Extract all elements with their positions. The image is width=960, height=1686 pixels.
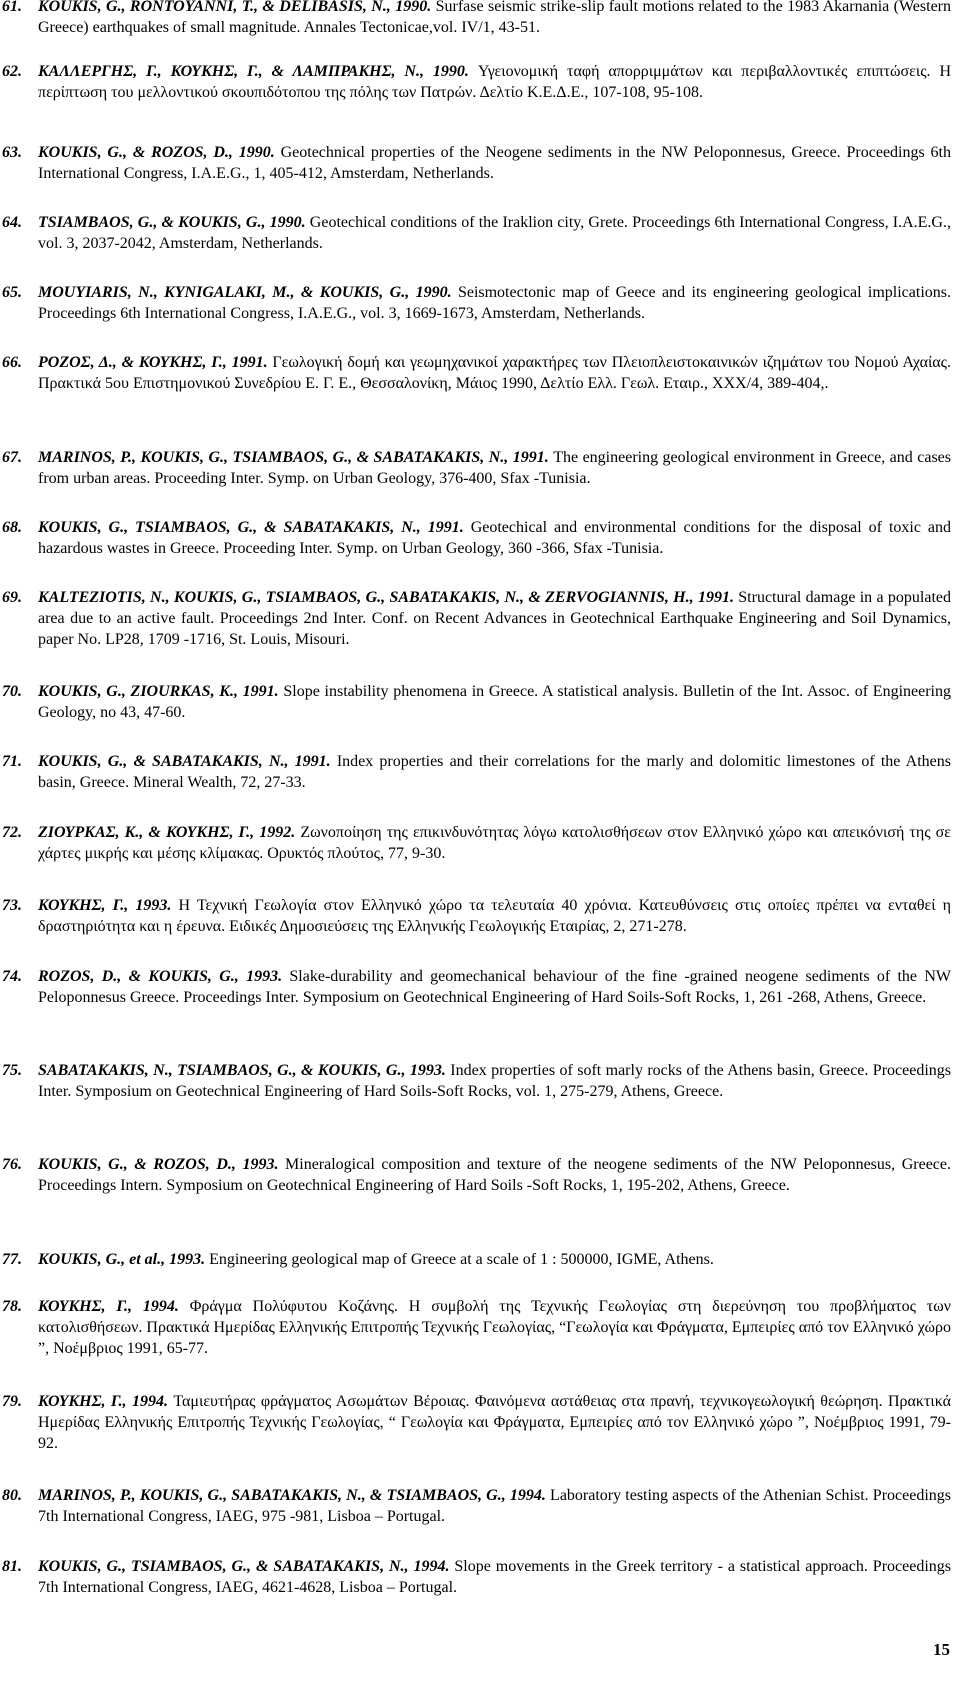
reference-body (38, 61, 951, 103)
reference-body (38, 352, 951, 394)
reference-authors: KOUKIS, G., TSIAMBAOS, G., & SABATAKAKIS, N., 1991. (38, 519, 471, 536)
reference-number: 65. (2, 284, 22, 301)
reference-authors: ΚΟΥΚΗΣ, Γ., 1994. (38, 1298, 190, 1315)
reference-number: 67. (2, 449, 22, 466)
reference-authors: KOUKIS, G., RONTOYANNI, T., & DELIBASIS, N., 1990. (38, 0, 436, 15)
reference-body (38, 1485, 951, 1527)
reference-text: Slake-durability and geomechanical behaviour of the fine -grained neogene sediments of the NW Peloponnesus Greece. Proceedings Inter. Symposium on Geotechnical Engineering of Hard Soils-Soft Rocks, 1, 261 -268, Athens, Greece. (38, 968, 951, 1006)
reference-number: 73. (2, 897, 22, 914)
reference-authors: KOUKIS, G., ZIOURKAS, K., 1991. (38, 683, 284, 700)
reference-number: 63. (2, 144, 22, 161)
reference-text: Surfase seismic strike-slip fault motions related to the 1983 Akarnania (Western Greece) earthquakes of small magnitude. Annales Tectonicae,vol. IV/1, 43-51. (38, 0, 951, 36)
reference-number: 75. (2, 1062, 22, 1079)
reference-authors: MOUYIARIS, N., KYNIGALAKI, M., & KOUKIS, G., 1990. (38, 284, 458, 301)
reference-authors: KALTEZIOTIS, N., KOUKIS, G., TSIAMBAOS, G., SABATAKAKIS, N., & ZERVOGIANNIS, H., 1991. (38, 589, 739, 606)
reference-authors: ΡΟΖΟΣ, Δ., & ΚΟΥΚΗΣ, Γ., 1991. (38, 354, 273, 371)
reference-body (38, 751, 951, 793)
reference-body (38, 447, 951, 489)
reference-text: Structural damage in a populated area due to an active fault. Proceedings 2nd Inter. Conf. on Recent Advances in Geotechnical Earthquake Engineering and Soil Dynamics, paper No. LP28, 1709 -1716, St. Louis, Misouri. (38, 589, 952, 648)
reference-authors: ROZOS, D., & KOUKIS, G., 1993. (38, 968, 290, 985)
reference-number: 70. (2, 683, 22, 700)
reference-authors: KOUKIS, G., & SABATAKAKIS, N., 1991. (38, 753, 337, 770)
reference-text: Engineering geological map of Greece at a scale of 1 : 500000, IGME, Athens. (209, 1251, 714, 1268)
page-number: 15 (933, 1640, 950, 1659)
reference-text: Slope movements in the Greek territory - a statistical approach. Proceedings 7th International Congress, IAEG, 4621-4628, Lisboa – Portugal. (38, 1558, 952, 1596)
reference-text: Geotechnical properties of the Neogene sediments in the NW Peloponnesus, Greece. Proceedings 6th International Congress, I.A.E.G., 1, 405-412, Amsterdam, Netherlands. (38, 144, 951, 182)
reference-number: 71. (2, 753, 22, 770)
reference-number: 77. (2, 1251, 22, 1268)
reference-body (38, 1296, 951, 1359)
reference-number: 69. (2, 589, 22, 606)
reference-authors: SABATAKAKIS, N., TSIAMBAOS, G., & KOUKIS, G., 1993. (38, 1062, 451, 1079)
reference-number: 62. (2, 63, 22, 80)
reference-number: 80. (2, 1487, 22, 1504)
reference-authors: KOUKIS, G., & ROZOS, D., 1993. (38, 1156, 286, 1173)
reference-number: 74. (2, 968, 22, 985)
reference-number: 66. (2, 354, 22, 371)
reference-body (38, 212, 951, 254)
reference-text: Η Τεχνική Γεωλογία στον Ελληνικό χώρο τα τελευταία 40 χρόνια. Κατευθύνσεις στις οποίες πρέπει να ενταθεί η δραστηριότητα και η έρευνα. Ειδικές Δημοσιεύσεις της Ελληνικής Γεωλογικής Εταιρίας, 2, 271-278. (38, 897, 951, 935)
reference-body (38, 1556, 951, 1598)
reference-number: 81. (2, 1558, 22, 1575)
reference-number: 76. (2, 1156, 22, 1173)
reference-body (38, 966, 951, 1008)
reference-authors: ΖΙΟΥΡΚΑΣ, Κ., & ΚΟΥΚΗΣ, Γ., 1992. (38, 824, 301, 841)
reference-text: Index properties of soft marly rocks of the Athens basin, Greece. Proceedings Inter. Symposium on Geotechnical Engineering of Hard Soils-Soft Rocks, vol. 1, 275-279, Athens, Greece. (38, 1062, 952, 1100)
reference-number: 61. (2, 0, 22, 15)
reference-body (38, 1154, 951, 1196)
reference-authors: ΚΟΥΚΗΣ, Γ., 1993. (38, 897, 179, 914)
reference-body (38, 517, 951, 559)
reference-authors: KOUKIS, G., & ROZOS, D., 1990. (38, 144, 281, 161)
reference-authors: MARINOS, P., KOUKIS, G., TSIAMBAOS, G., & SABATAKAKIS, N., 1991. (38, 449, 554, 466)
reference-text: Geotechical conditions of the Iraklion city, Grete. Proceedings 6th International Congress, I.A.E.G., vol. 3, 2037-2042, Amsterdam, Netherlands. (38, 214, 951, 252)
reference-text: Index properties and their correlations for the marly and dolomitic limestones of the Athens basin, Greece. Mineral Wealth, 72, 27-33. (38, 753, 952, 791)
reference-body (38, 1391, 951, 1454)
reference-authors: ΚΟΥΚΗΣ, Γ., 1994. (38, 1393, 174, 1410)
reference-body (38, 282, 951, 324)
reference-number: 78. (2, 1298, 22, 1315)
reference-authors: KOUKIS, G., et al., 1993. (38, 1251, 210, 1268)
reference-body (38, 822, 951, 864)
reference-body (38, 681, 951, 723)
reference-text: Ζωνοποίηση της επικινδυνότητας λόγω κατολισθήσεων στον Ελληνικό χώρο και απεικόνισή της σε χάρτες μικρής και μέσης κλίμακας. Ορυκτός πλούτος, 77, 9-30. (38, 824, 951, 862)
reference-body (38, 1249, 951, 1270)
reference-text: Mineralogical composition and texture of the neogene sediments of the NW Peloponnesus, Greece. Proceedings Intern. Symposium on Geotechnical Engineering of Hard Soils -Soft Rocks, 1, 195-202, Athens, Greece. (38, 1156, 951, 1194)
reference-authors: MARINOS, P., KOUKIS, G., SABATAKAKIS, N., & TSIAMBAOS, G., 1994. (38, 1487, 551, 1504)
reference-text: Ταμιευτήρας φράγματος Ασωμάτων Βέροιας. Φαινόμενα αστάθειας στα πρανή, τεχνικογεωλογική θεώρηση. Πρακτικά Ημερίδας Ελληνικής Επιτροπής Τεχνικής Γεωλογίας, “ Γεωλογία και Φράγματα, Εμπειρίες από τον Ελληνικό χώρο ”, Νοέμβριος 1991, 79-92. (38, 1393, 952, 1452)
reference-authors: ΚΑΛΛΕΡΓΗΣ, Γ., ΚΟΥΚΗΣ, Γ., & ΛΑΜΠΡΑΚΗΣ, Ν., 1990. (38, 63, 478, 80)
reference-text: Seismotectonic map of Geece and its engineering geological implications. Proceedings 6th International Congress, I.A.E.G., vol. 3, 1669-1673, Amsterdam, Netherlands. (38, 284, 951, 322)
reference-number: 79. (2, 1393, 22, 1410)
reference-body (38, 895, 951, 937)
reference-text: Φράγμα Πολύφυτου Κοζάνης. Η συμβολή της Τεχνικής Γεωλογίας στη διερεύνηση του προβλήματος των κατολισθήσεων. Πρακτικά Ημερίδας Ελληνικής Επιτροπής Τεχνικής Γεωλογίας, “Γεωλογία και Φράγματα, Εμπειρίες από τον Ελληνικό χώρο ”, Νοέμβριος 1991, 65-77. (38, 1298, 951, 1357)
reference-text: Υγειονομική ταφή απορριμμάτων και περιβαλλοντικές επιπτώσεις. Η περίπτωση του μελλοντικού σκουπιδότοπου της πόλης των Πατρών. Δελτίο Κ.Ε.Δ.Ε., 107-108, 95-108. (38, 63, 952, 101)
reference-number: 68. (2, 519, 22, 536)
reference-text: Laboratory testing aspects of the Athenian Schist. Proceedings 7th International Congress, IAEG, 975 -981, Lisboa – Portugal. (38, 1487, 952, 1525)
reference-number: 72. (2, 824, 22, 841)
reference-text: Slope instability phenomena in Greece. A statistical analysis. Bulletin of the Int. Assoc. of Engineering Geology, no 43, 47-60. (38, 683, 951, 721)
reference-body (38, 142, 951, 184)
reference-text: Γεωλογική δομή και γεωμηχανικοί χαρακτήρες των Πλειοπλειστοκαινικών ιζημάτων του Νομού Αχαίας. Πρακτικά 5ου Επιστημονικού Συνεδρίου Ε. Γ. Ε., Θεσσαλονίκη, Μάιος 1990, Δελτίο Ελλ. Γεωλ. Εταιρ., XXX/4, 389-404,. (38, 354, 951, 392)
reference-body (38, 1060, 951, 1102)
reference-body (38, 0, 951, 38)
reference-body (38, 587, 951, 650)
reference-number: 64. (2, 214, 22, 231)
reference-authors: TSIAMBAOS, G., & KOUKIS, G., 1990. (38, 214, 310, 231)
reference-text: Geotechical and environmental conditions for the disposal of toxic and hazardous wastes in Greece. Proceeding Inter. Symp. on Urban Geology, 360 -366, Sfax -Tunisia. (38, 519, 951, 557)
reference-text: The engineering geological environment in Greece, and cases from urban areas. Proceeding Inter. Symp. on Urban Geology, 376-400, Sfax -Tunisia. (38, 449, 951, 487)
reference-authors: KOUKIS, G., TSIAMBAOS, G., & SABATAKAKIS, N., 1994. (38, 1558, 455, 1575)
